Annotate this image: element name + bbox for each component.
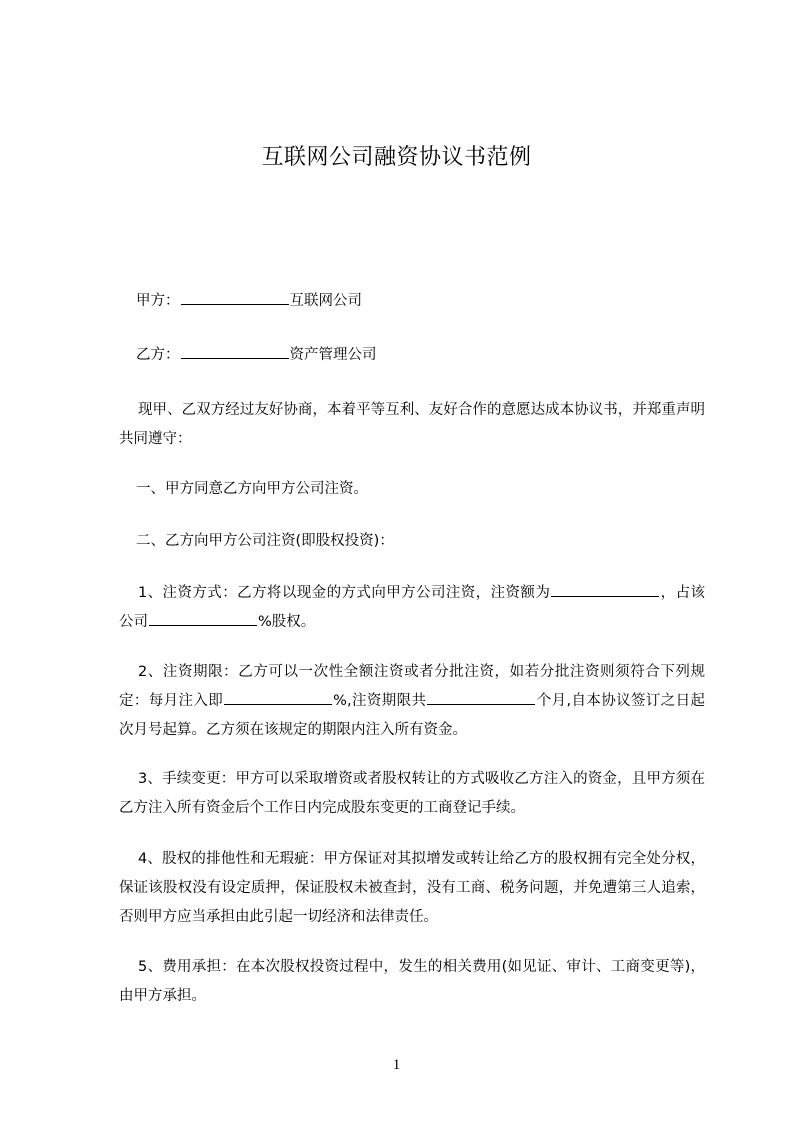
clause-1-text-2: ，占该公司	[119, 585, 706, 630]
clause-1-text-3: %股权。	[258, 614, 316, 630]
party-b-name: 资产管理公司	[289, 347, 377, 363]
clause-1-amount-blank	[551, 582, 659, 597]
party-b-label: 乙方：	[136, 347, 180, 363]
clause-2-period-blank	[427, 690, 535, 705]
clause-2-paragraph	[119, 658, 705, 745]
party-b-line	[136, 344, 377, 365]
clause-2-text-1: 2、注资期限：乙方可以一次性全额注资或者分批注资，如若分批注资则须符合下列规定：每月注入即	[119, 664, 705, 709]
clause-2-text-3: 个月,自本协议签订之日起次月号起算。乙方须在该规定的期限内注入所有资金。	[119, 693, 706, 738]
party-a-blank	[181, 290, 289, 305]
party-a-line	[136, 290, 362, 311]
clause-1-percent-blank	[149, 611, 257, 626]
clause-2-monthly-blank	[224, 690, 332, 705]
clause-1-text-1: 1、注资方式：乙方将以现金的方式向甲方公司注资，注资额为	[138, 585, 551, 601]
party-a-name: 互联网公司	[289, 293, 362, 309]
clause-3-paragraph: 3、手续变更：甲方可以采取增资或者股权转让的方式吸收乙方注入的资金，且甲方须在乙方注入所有资金后个工作日内完成股东变更的工商登记手续。	[119, 771, 705, 816]
clause-2-text-2: %,注资期限共	[333, 693, 427, 709]
clause-4-paragraph: 4、股权的排他性和无瑕疵：甲方保证对其拟增发或转让给乙方的股权拥有完全处分权，保证该股权没有设定质押，保证股权未被查封，没有工商、税务问题，并免遭第三人追索，否则甲方应当承担由此引起一切经济和法律责任。	[119, 851, 705, 925]
document-title: 互联网公司融资协议书范例	[261, 145, 532, 170]
party-a-label: 甲方：	[136, 293, 180, 309]
clause-5-paragraph: 5、费用承担：在本次股权投资过程中，发生的相关费用(如见证、审计、工商变更等)，由甲方承担。	[119, 959, 705, 1004]
section-2-heading: 二、乙方向甲方公司注资(即股权投资)：	[136, 533, 394, 549]
section-1-heading: 一、甲方同意乙方向甲方公司注资。	[136, 481, 368, 497]
page-number: 1	[392, 1057, 401, 1073]
intro-paragraph: 现甲、乙双方经过友好协商，本着平等互利、友好合作的意愿达成本协议书，并郑重声明共同遵守：	[119, 402, 705, 447]
party-b-blank	[181, 344, 289, 359]
clause-1-paragraph	[119, 579, 705, 637]
